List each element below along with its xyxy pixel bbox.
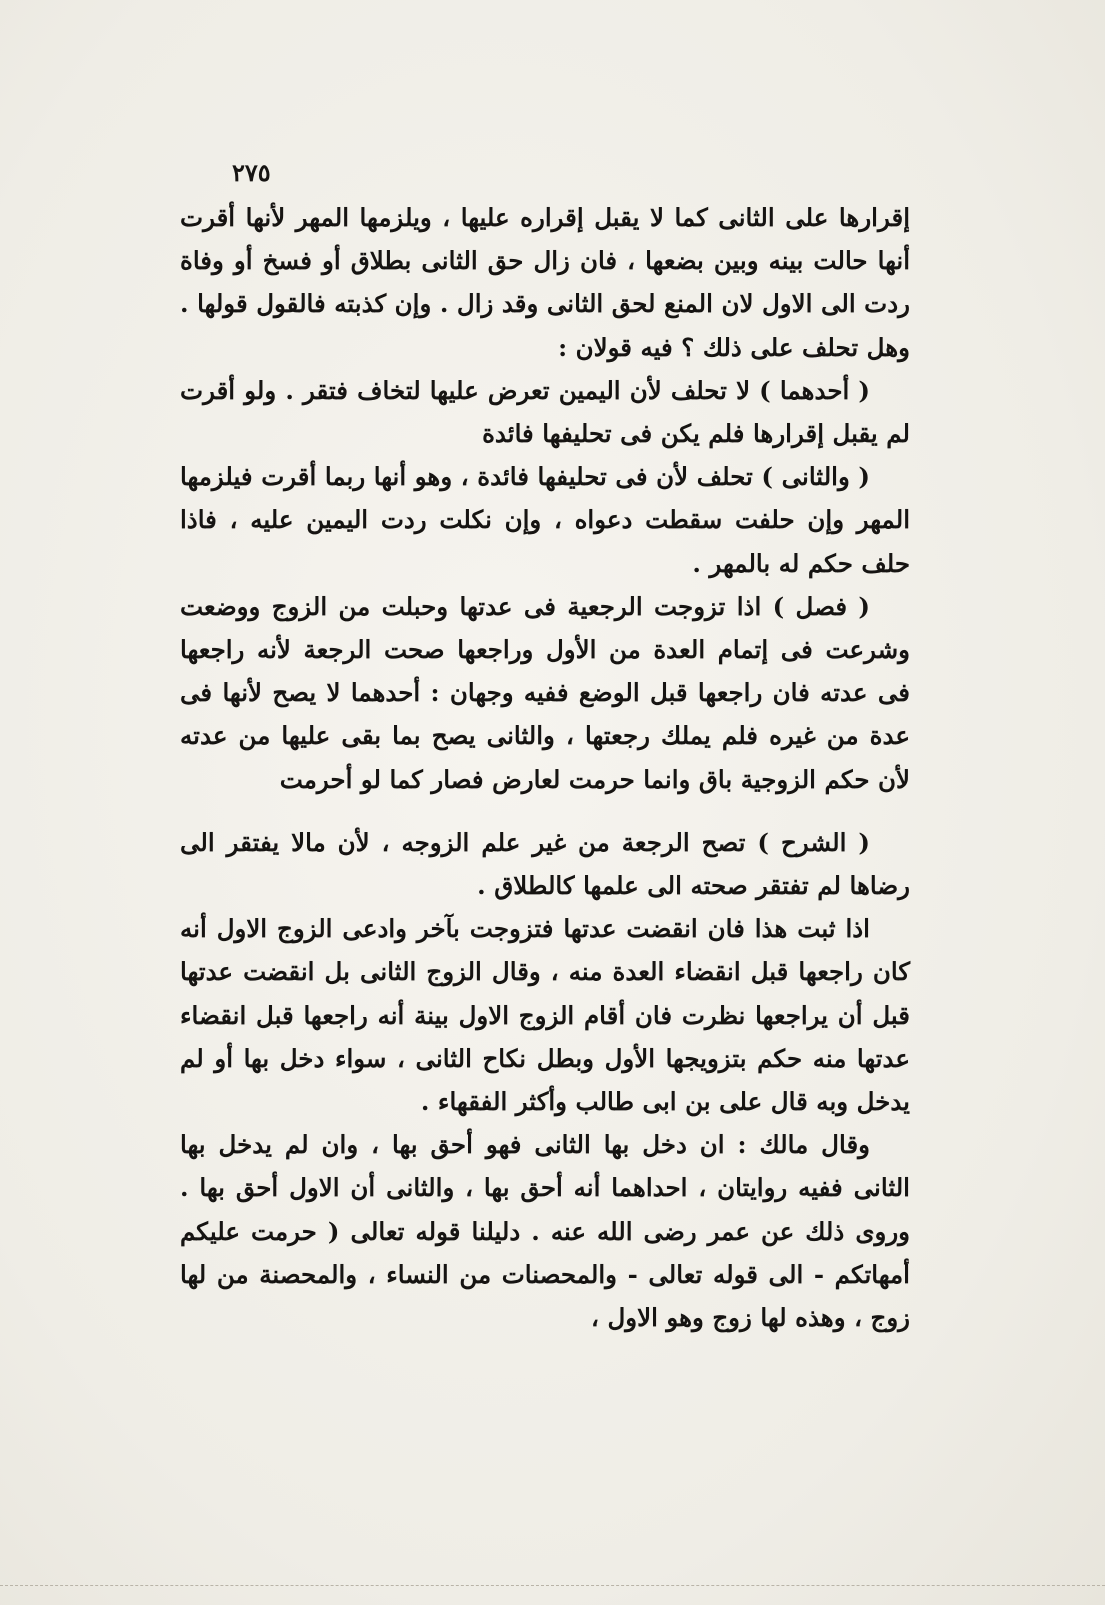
page-number: ٢٧٥ bbox=[232, 158, 271, 187]
paragraph-second-opinion: ( والثانى ) تحلف لأن فى تحليفها فائدة ، وهو أنها ربما أقرت فيلزمها المهر وإن حلفت سقطت دعواه ، وإن نكلت ردت اليمين عليه ، فاذا حلف حكم له بالمهر . bbox=[180, 462, 910, 578]
paragraph-continuation: إقرارها على الثانى كما لا يقبل إقراره عليها ، ويلزمها المهر لأنها أقرت أنها حالت بينه وبين بضعها ، فان زال حق الثانى بطلاق أو فسخ أو وفاة ردت الى الاول لان المنع لحق الثانى وقد زال . وإن كذبته فالقول قولها . وهل تحلف على ذلك ؟ فيه قولان : bbox=[180, 203, 910, 362]
paragraph-section-fasl: ( فصل ) اذا تزوجت الرجعية فى عدتها وحبلت من الزوج ووضعت وشرعت فى إتمام العدة من الأول وراجعها صحت الرجعة لأنه راجعها فى عدته فان راجعها قبل الوضع ففيه وجهان : أحدهما لا يصح لأنها فى عدة من غيره فلم يملك رجعتها ، والثانى يصح بما بقى عليها من عدته لأن حكم الزوجية باق وانما حرمت لعارض فصار كما لو أحرمت bbox=[180, 591, 910, 794]
paragraph-commentary-sharh: ( الشرح ) تصح الرجعة من غير علم الزوجه ، لأن مالا يفتقر الى رضاها لم تفتقر صحته الى علمها كالطلاق . bbox=[180, 827, 910, 901]
body-text bbox=[180, 196, 910, 1339]
paragraph-commentary-malik: وقال مالك : ان دخل بها الثانى فهو أحق بها ، وان لم يدخل بها الثانى ففيه روايتان ، احداهما أنه أحق بها ، والثانى أن الاول أحق بها . وروى ذلك عن عمر رضى الله عنه . دليلنا قوله تعالى ( حرمت عليكم أمهاتكم - الى قوله تعالى - والمحصنات من النساء ، والمحصنة من لها زوج ، وهذه لها زوج وهو الاول ، bbox=[180, 1130, 911, 1333]
page-bottom-edge bbox=[0, 1585, 1105, 1586]
paragraph-commentary-second: اذا ثبت هذا فان انقضت عدتها فتزوجت بآخر وادعى الزوج الاول أنه كان راجعها قبل انقضاء العدة منه ، وقال الزوج الثانى بل انقضت عدتها قبل أن يراجعها نظرت فان أقام الزوج الاول بينة أنه راجعها قبل انقضاء عدتها منه حكم بتزويجها الأول وبطل نكاح الثانى ، سواء دخل بها أو لم يدخل وبه قال على بن ابى طالب وأكثر الفقهاء . bbox=[180, 914, 910, 1117]
paragraph-first-opinion: ( أحدهما ) لا تحلف لأن اليمين تعرض عليها لتخاف فتقر . ولو أقرت لم يقبل إقرارها فلم يكن فى تحليفها فائدة bbox=[180, 375, 910, 449]
